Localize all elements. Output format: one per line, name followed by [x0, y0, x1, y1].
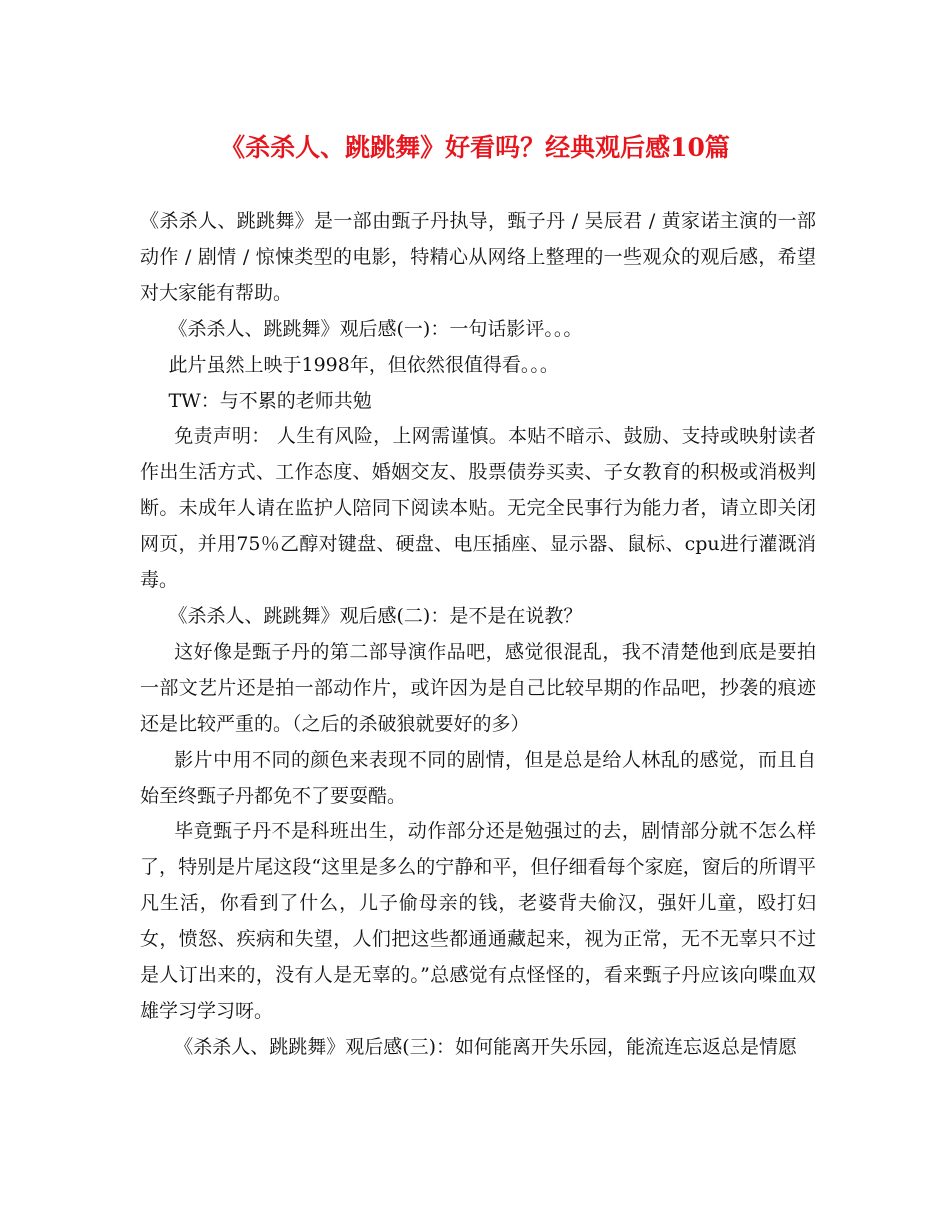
- paragraph-intro: 《杀杀人、跳跳舞》是一部由甄子丹执导，甄子丹 / 吴辰君 / 黄家诺主演的一部动作 / 剧情 / 惊悚类型的电影，特精心从网络上整理的一些观众的观后感，希望对大家能有帮助。: [140, 210, 816, 304]
- paragraph-review-1-note: TW：与不累的老师共勉: [168, 389, 372, 412]
- paragraph-review-2-body-3: 毕竟甄子丹不是科班出生，动作部分还是勉强过的去，剧情部分就不怎么样了，特别是片尾这段“这里是多么的宁静和平，但仔细看每个家庭，窗后的所谓平凡生活，你看到了什么，儿子偷母亲的钱，老婆背夫偷汉，强奸儿童，殴打妇女，愤怒、疾病和失望，人们把这些都通通藏起来，视为正常，无不无辜只不过是人订出来的，没有人是无辜的。”总感觉有点怪怪的，看来甄子丹应该向喋血双雄学习学习呀。: [140, 820, 816, 1022]
- paragraph-review-2-body-2: 影片中用不同的颜色来表现不同的剧情，但是总是给人林乱的感觉，而且自始至终甄子丹都免不了要耍酷。: [140, 748, 816, 807]
- paragraph-review-1-body: 此片虽然上映于1998年，但依然很值得看。。。: [168, 353, 559, 376]
- paragraph-review-2-heading: 《杀杀人、跳跳舞》观后感(二)：是不是在说教？: [168, 604, 583, 627]
- document-body: [140, 204, 816, 1066]
- paragraph-disclaimer: 免责声明： 人生有风险，上网需谨慎。本贴不暗示、鼓励、支持或映射读者作出生活方式、工作态度、婚姻交友、股票债券买卖、子女教育的积极或消极判断。未成年人请在监护人陪同下阅读本贴。无完全民事行为能力者，请立即关闭网页，并用75％乙醇对键盘、硬盘、电压插座、显示器、鼠标、cpu进行灌溉消毒。: [140, 425, 816, 592]
- document-title: 《杀杀人、跳跳舞》好看吗？经典观后感10篇: [220, 133, 730, 162]
- paragraph-review-1-heading: 《杀杀人、跳跳舞》观后感(一)：一句话影评。。。: [168, 317, 583, 340]
- paragraph-review-3-heading: 《杀杀人、跳跳舞》观后感(三)：如何能离开失乐园，能流连忘返总是情愿: [174, 1035, 798, 1058]
- paragraph-review-2-body-1: 这好像是甄子丹的第二部导演作品吧，感觉很混乱，我不清楚他到底是要拍一部文艺片还是拍一部动作片，或许因为是自己比较早期的作品吧，抄袭的痕迹还是比较严重的。（之后的杀破狼就要好的多）: [140, 640, 816, 735]
